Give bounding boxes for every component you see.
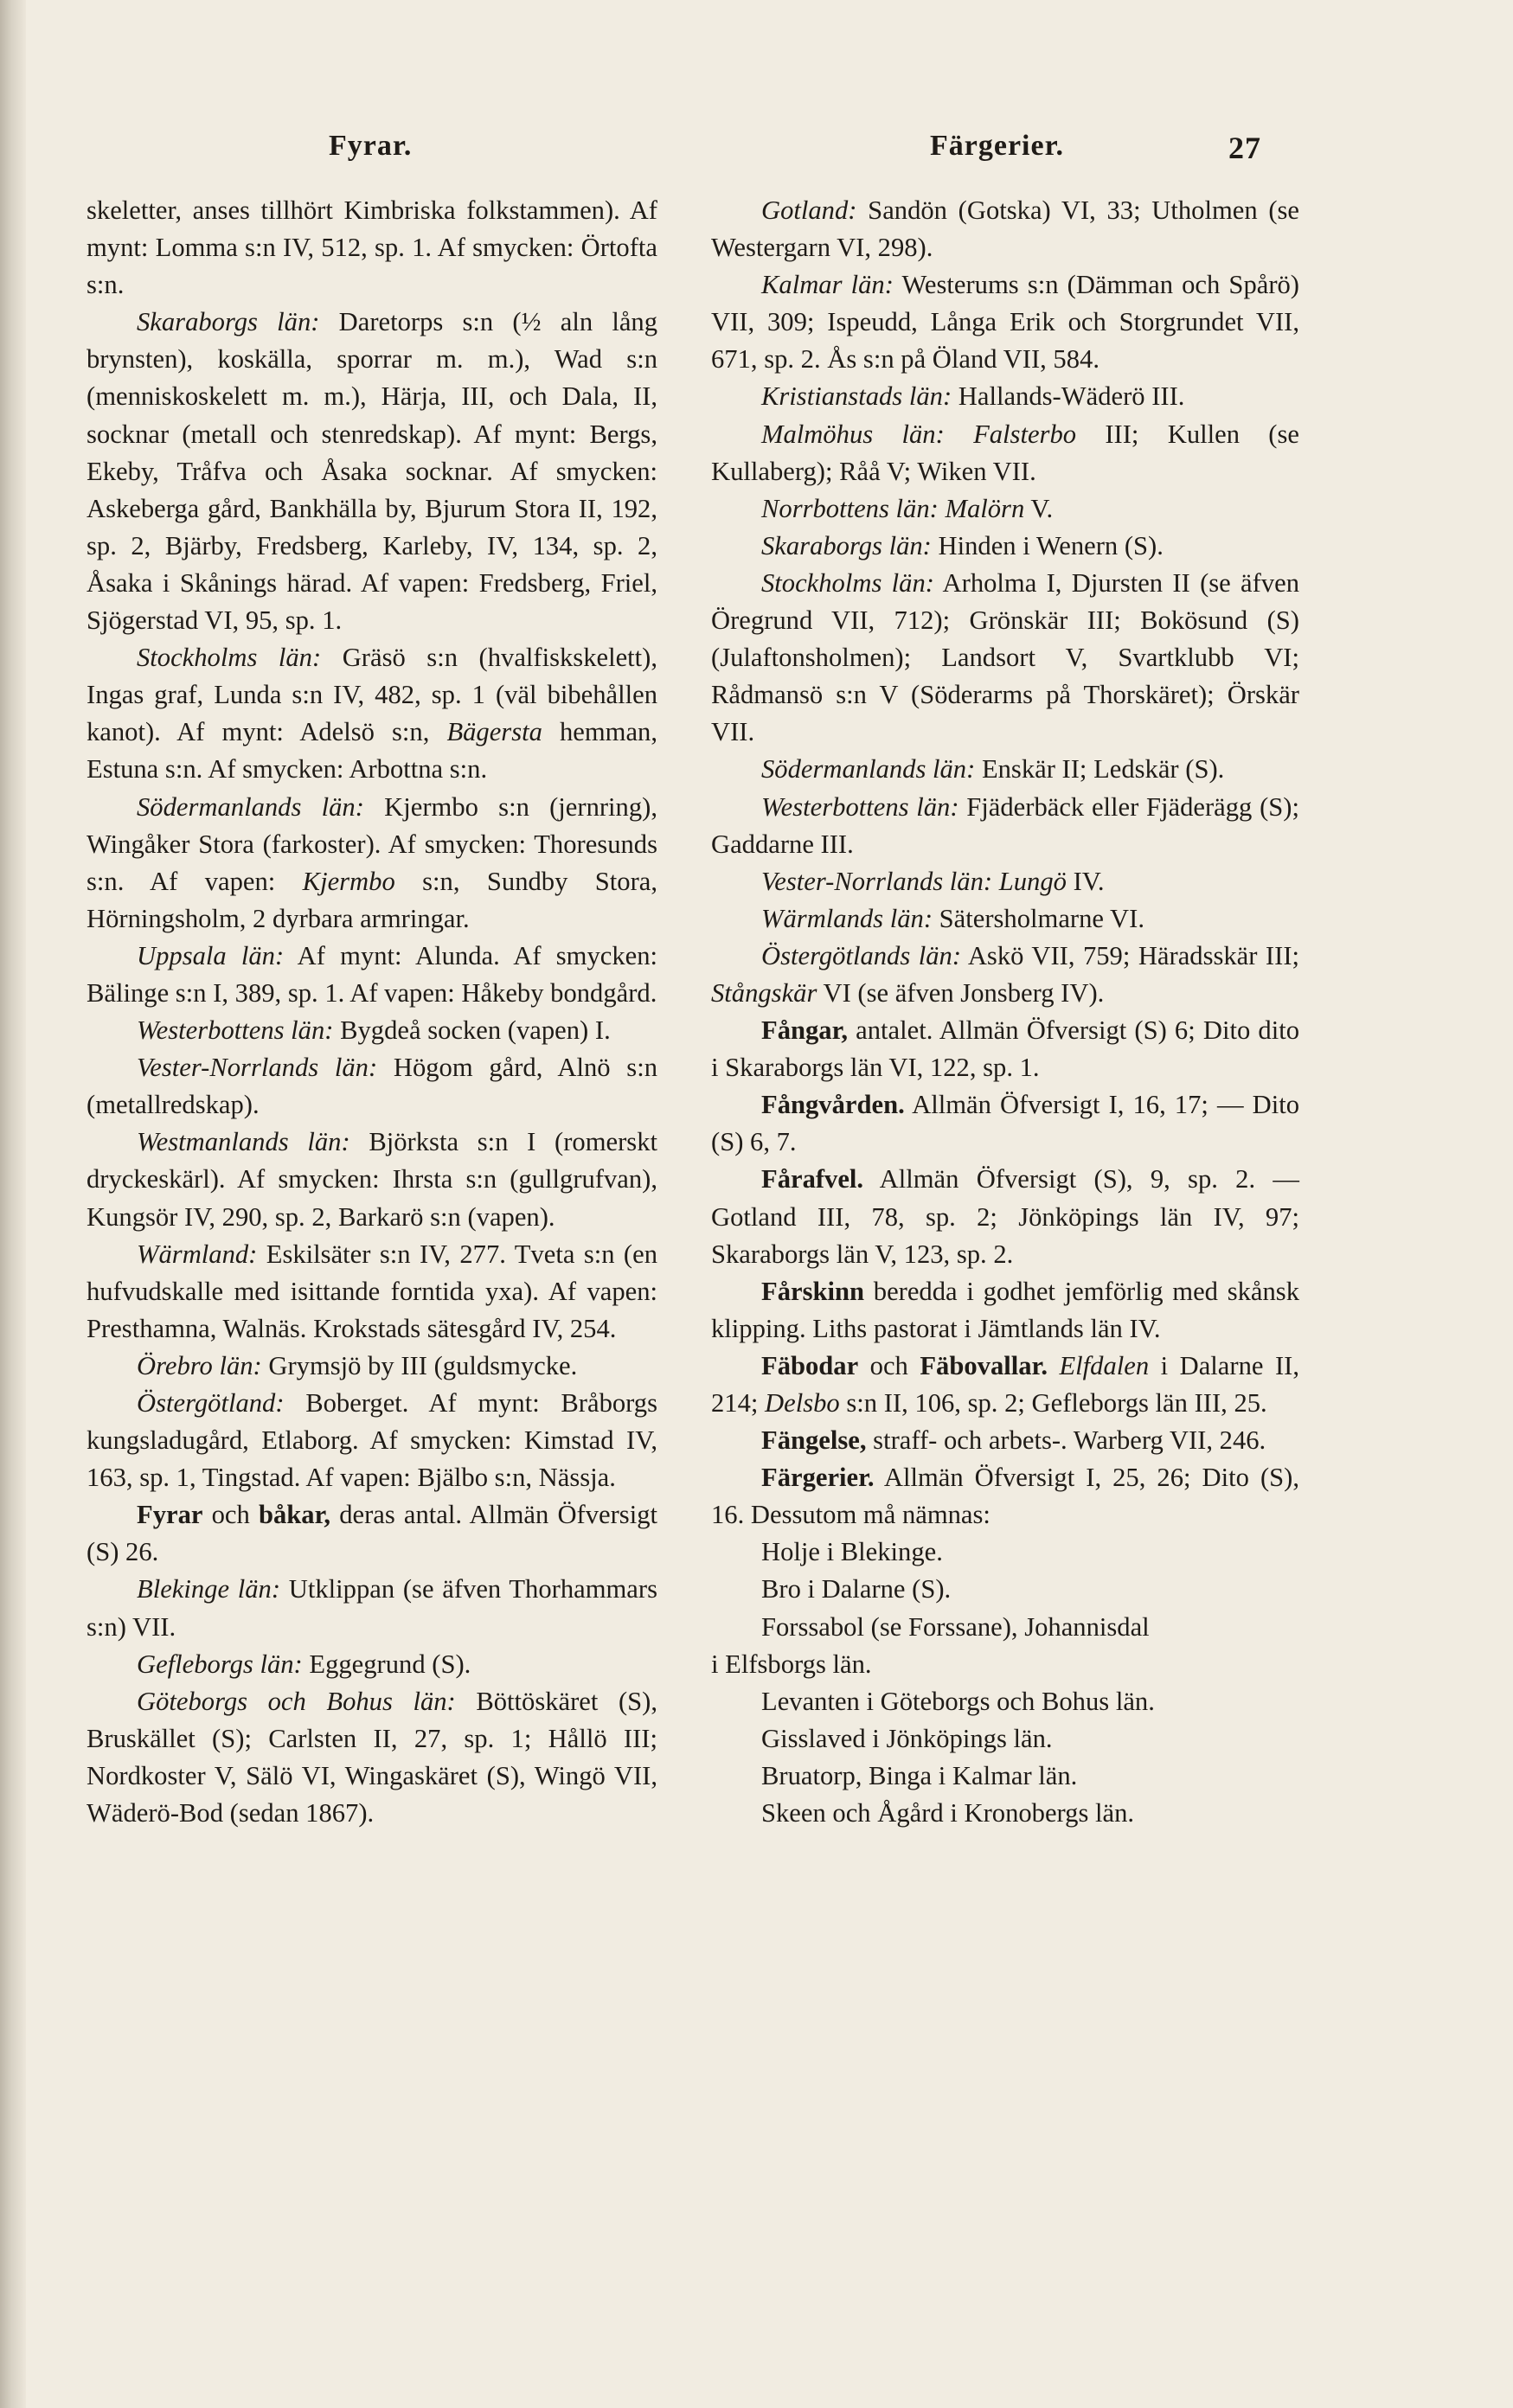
index-entry <box>711 1758 1299 1795</box>
entry-bold-keyword: Fångvården. <box>761 1090 905 1120</box>
entry-italic-heading: Stockholms län: <box>137 643 322 673</box>
entry-italic-heading: Elfdalen <box>1059 1350 1150 1380</box>
entry-italic-heading: Uppsala län: <box>137 940 285 970</box>
index-entry <box>711 900 1299 938</box>
index-entry <box>87 1496 657 1571</box>
entry-text <box>1048 1351 1060 1380</box>
page-header <box>0 130 1513 182</box>
index-entry <box>87 1236 657 1348</box>
index-entry <box>711 1348 1299 1422</box>
entry-text: Utklippan (se äfven Thorhammars s:n) VII. <box>87 1574 657 1642</box>
index-entry <box>711 1534 1299 1571</box>
entry-text: Grymsjö by III (guldsmycke. <box>261 1350 578 1380</box>
entry-italic-heading: Kjermbo <box>302 866 395 896</box>
index-entry <box>711 1683 1299 1720</box>
index-entry <box>87 192 657 304</box>
index-entry <box>711 266 1299 378</box>
index-entry <box>711 490 1299 528</box>
entry-bold-keyword: Fyrar <box>137 1500 203 1530</box>
entry-italic-heading: Södermanlands län: <box>137 791 364 822</box>
index-entry <box>711 1422 1299 1459</box>
entry-text: Allmän Öfversigt (S), 9, sp. 2. — Gotland III, 78, sp. 2; Jönköpings län IV, 97; Skaraborgs län V, 123, sp. 2. <box>711 1164 1299 1269</box>
entry-bold-keyword: Fårskinn <box>761 1276 865 1306</box>
index-entry <box>87 1683 657 1832</box>
entry-text: Arholma I, Djursten II (se äfven Öregrund VII, 712); Grönskär III; Bokösund (S) (Julaftonsholmen); Landsort V, Svartklubb VI; Rådmansö s:n V (Söderarms på Thorskäret); Örskär VII. <box>711 567 1300 747</box>
entry-bold-keyword: båkar, <box>258 1500 331 1530</box>
entry-text: i Dalarne II, 214; <box>711 1350 1299 1418</box>
index-entry <box>87 1124 657 1235</box>
entry-italic-heading: Malmöhus län: Falsterbo <box>761 419 1077 449</box>
index-entry <box>711 751 1299 788</box>
index-entry <box>87 1348 657 1385</box>
entry-italic-heading: Skaraborgs län: <box>761 530 932 560</box>
entry-bold-keyword: Fäbovallar. <box>920 1350 1048 1380</box>
entry-text: Askö VII, 759; Häradsskär III; <box>961 940 1300 970</box>
running-head-left: Fyrar. <box>329 130 413 162</box>
entry-italic-heading: Blekinge län: <box>137 1574 281 1604</box>
entry-text: Björksta s:n I (romerskt dryckeskärl). Af smycken: Ihrsta s:n (gullgrufvan), Kungsör IV, 290, sp. 2, Barkarö s:n (vapen). <box>87 1127 657 1232</box>
index-entry <box>711 938 1299 1012</box>
index-entry <box>711 378 1299 415</box>
entry-italic-heading: Delsbo <box>765 1388 840 1418</box>
entry-italic-heading: Kalmar län: <box>761 270 894 300</box>
index-entry <box>711 1459 1299 1534</box>
index-entry <box>87 789 657 938</box>
index-entry <box>711 1646 1299 1683</box>
entry-italic-heading: Gotland: <box>761 195 857 225</box>
entry-text: hemman, Estuna s:n. Af smycken: Arbottna s:n. <box>87 717 657 785</box>
entry-italic-heading: Westmanlands län: <box>137 1127 350 1157</box>
entry-text: deras antal. Allmän Öfversigt (S) 26. <box>87 1500 657 1567</box>
entry-text: antalet. Allmän Öfversigt (S) 6; Dito dito i Skaraborgs län VI, 122, sp. 1. <box>711 1015 1299 1083</box>
index-entry <box>87 1049 657 1124</box>
index-entry <box>711 1720 1299 1758</box>
index-entry <box>711 192 1299 266</box>
entry-text: V. <box>1024 493 1054 523</box>
entry-text: Fjäderbäck eller Fjäderägg (S); Gaddarne III. <box>711 791 1299 859</box>
entry-bold-keyword: Fäbodar <box>761 1350 859 1380</box>
entry-text: Bygdeå socken (vapen) I. <box>333 1015 611 1046</box>
entry-text: Bro i Dalarne (S). <box>761 1574 952 1604</box>
index-entry <box>87 304 657 639</box>
page-number: 27 <box>1228 131 1261 165</box>
entry-italic-heading: Östergötlands län: <box>761 940 962 970</box>
entry-bold-keyword: Färgerier. <box>761 1463 875 1493</box>
entry-text: Sätersholmarne VI. <box>933 903 1144 933</box>
entry-italic-heading: Wärmland: <box>137 1239 258 1269</box>
entry-text: Levanten i Göteborgs och Bohus län. <box>761 1686 1155 1716</box>
entry-text: s:n II, 106, sp. 2; Gefleborgs län III, 25. <box>839 1388 1267 1418</box>
entry-text: beredda i godhet jemförlig med skånsk klipping. Liths pastorat i Jämtlands län IV. <box>711 1276 1299 1343</box>
entry-bold-keyword: Fängelse, <box>761 1425 867 1456</box>
index-entry <box>87 938 657 1012</box>
entry-text: Kjermbo s:n (jernring), Wingåker Stora (farkoster). Af smycken: Thoresunds s:n. Af vapen: <box>87 791 657 896</box>
entry-text: och <box>858 1350 920 1380</box>
entry-italic-heading: Norrbottens län: Malörn <box>761 493 1025 523</box>
entry-text: IV. <box>1066 866 1105 896</box>
entry-text: Bruatorp, Binga i Kalmar län. <box>761 1760 1078 1790</box>
entry-text: Skeen och Ågård i Kronobergs län. <box>761 1798 1135 1828</box>
book-spine-shadow <box>0 0 26 2408</box>
entry-text: Daretorps s:n (½ aln lång brynsten), koskälla, sporrar m. m.), Wad s:n (menniskoskelett m. m.), Härja, III, och Dala, II, socknar (metall och stenredskap). Af mynt: Bergs, Ekeby, Tråfva och Åsaka socknar. Af smycken: Askeberga gård, Bankhälla by, Bjurum Stora II, 192, sp. 2, Bjärby, Fredsberg, Karleby, IV, 134, sp. 2, Åsaka i Skånings härad. Af vapen: Fredsberg, Friel, Sjögerstad VI, 95, sp. 1. <box>87 307 657 636</box>
index-entry <box>711 1012 1299 1086</box>
entry-text: straff- och arbets-. Warberg VII, 246. <box>866 1425 1266 1456</box>
left-text-column <box>87 192 657 1832</box>
entry-text: Forssabol (se Forssane), Johannisdal <box>761 1611 1150 1642</box>
index-entry <box>711 416 1299 490</box>
entry-italic-heading: Westerbottens län: <box>761 791 959 822</box>
entry-italic-heading: Wärmlands län: <box>761 903 933 933</box>
index-entry <box>711 789 1299 863</box>
entry-text: Sandön (Gotska) VI, 33; Utholmen (se Westergarn VI, 298). <box>711 195 1299 263</box>
entry-italic-heading: Westerbottens län: <box>137 1015 334 1046</box>
index-entry <box>87 1646 657 1683</box>
entry-italic-heading: Vester-Norrlands län: <box>137 1053 378 1083</box>
entry-italic-heading: Gefleborgs län: <box>137 1649 303 1679</box>
entry-text: Gisslaved i Jönköpings län. <box>761 1723 1053 1753</box>
index-entry <box>711 1086 1299 1161</box>
entry-italic-heading: Östergötland: <box>137 1388 285 1418</box>
running-head-center: Färgerier. <box>930 130 1065 162</box>
entry-italic-heading: Stångskär <box>711 977 817 1008</box>
entry-text: Böttöskäret (S), Bruskället (S); Carlsten II, 27, sp. 1; Hållö III; Nordkoster V, Sälö VI, Wingaskäret (S), Wingö VII, Wäderö-Bod (sedan 1867). <box>87 1686 657 1828</box>
entry-italic-heading: Stockholms län: <box>761 567 934 598</box>
index-entry <box>87 1571 657 1645</box>
entry-italic-heading: Göteborgs och Bohus län: <box>137 1686 456 1716</box>
index-entry <box>711 1161 1299 1272</box>
entry-bold-keyword: Fårafvel. <box>761 1164 864 1194</box>
entry-text: Hallands-Wäderö III. <box>952 381 1185 412</box>
index-entry <box>711 1571 1299 1608</box>
entry-italic-heading: Bägersta <box>446 717 542 747</box>
index-entry <box>711 863 1299 900</box>
entry-text: Enskär II; Ledskär (S). <box>975 754 1225 785</box>
index-entry <box>87 1385 657 1496</box>
entry-text: Eskilsäter s:n IV, 277. Tveta s:n (en hufvudskalle med isittande forntida yxa). Af vapen: Presthamna, Walnäs. Krokstads sätesgård IV, 254. <box>87 1239 657 1343</box>
index-entry <box>711 528 1299 565</box>
entry-text: Boberget. Af mynt: Bråborgs kungsladugård, Etlaborg. Af smycken: Kimstad IV, 163, sp. 1, Tingstad. Af vapen: Bjälbo s:n, Nässja. <box>87 1388 657 1493</box>
entry-text: i Elfsborgs län. <box>711 1649 872 1679</box>
entry-italic-heading: Örebro län: <box>137 1350 262 1380</box>
index-entry <box>711 1609 1299 1646</box>
index-entry <box>711 1795 1299 1832</box>
entry-text: Eggegrund (S). <box>302 1649 471 1679</box>
index-entry <box>711 1273 1299 1348</box>
right-text-column <box>711 192 1299 1832</box>
entry-text: Allmän Öfversigt I, 16, 17; — Dito (S) 6, 7. <box>711 1090 1299 1157</box>
entry-italic-heading: Skaraborgs län: <box>137 307 320 337</box>
entry-text: Gräsö s:n (hvalfiskskelett), Ingas graf, Lunda s:n IV, 482, sp. 1 (väl bibehållen kanot). Af mynt: Adelsö s:n, <box>87 643 657 747</box>
entry-italic-heading: Södermanlands län: <box>761 754 976 785</box>
index-entry <box>87 639 657 788</box>
entry-text: Allmän Öfversigt I, 25, 26; Dito (S), 16. Dessutom må nämnas: <box>711 1463 1299 1530</box>
entry-text: Af mynt: Alunda. Af smycken: Bälinge s:n I, 389, sp. 1. Af vapen: Håkeby bondgård. <box>87 940 657 1008</box>
entry-text: Hinden i Wenern (S). <box>931 530 1164 560</box>
entry-text: VI (se äfven Jonsberg IV). <box>817 977 1105 1008</box>
entry-text: III; Kullen (se Kullaberg); Råå V; Wiken VII. <box>711 419 1299 486</box>
entry-text: Högom gård, Alnö s:n (metallredskap). <box>87 1053 657 1120</box>
entry-text: s:n, Sundby Stora, Hörningsholm, 2 dyrbara armringar. <box>87 866 657 933</box>
entry-bold-keyword: Fångar, <box>761 1015 849 1046</box>
entry-italic-heading: Kristianstads län: <box>761 381 952 412</box>
entry-text: skeletter, anses tillhört Kimbriska folkstammen). Af mynt: Lomma s:n IV, 512, sp. 1. Af smycken: Örtofta s:n. <box>87 195 657 300</box>
entry-text: och <box>202 1500 259 1530</box>
entry-text: Westerums s:n (Dämman och Spårö) VII, 309; Ispeudd, Långa Erik och Storgrundet VII, 671, sp. 2. Ås s:n på Öland VII, 584. <box>711 270 1299 375</box>
index-entry <box>711 565 1299 751</box>
entry-italic-heading: Vester-Norrlands län: Lungö <box>761 866 1067 896</box>
index-entry <box>87 1012 657 1049</box>
entry-text: Holje i Blekinge. <box>761 1537 943 1567</box>
